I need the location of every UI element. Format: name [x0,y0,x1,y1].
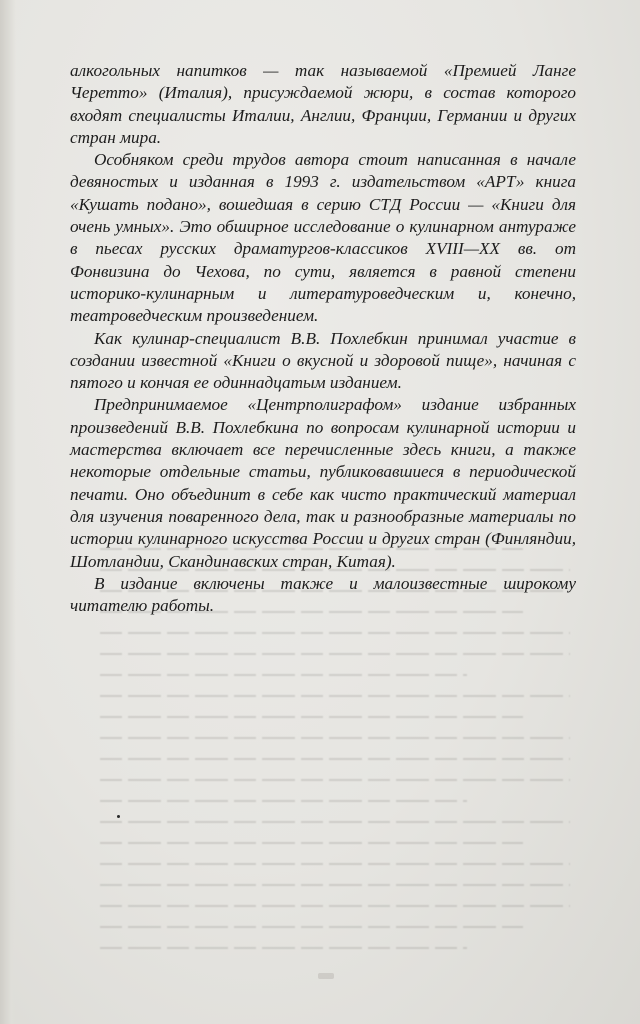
paragraph-3: Как кулинар-специалист В.В. Похлебкин принимал участие в создании известной «Книги о вкусной и здоровой пище», начиная с пятого и кончая ее одиннадцатым изданием. [70,328,576,393]
paragraph-1: алкогольных напитков — так называемой «Премией Ланге Черетто» (Италия), присуждаемой жюри, в состав которого входят специалисты Италии, Англии, Франции, Германии и других стран мира. [70,61,576,147]
paragraph-4: Предпринимаемое «Центрполиграфом» издание избранных произведений В.В. Похлебкина по вопросам кулинарной истории и мастерства включает все перечисленные здесь книги, а также некоторые отдельные статьи, публиковавшиеся в периодической печати. Оно объединит в себе как чисто практический материал для изучения поваренного дела, так и разнообразные материалы по истории кулинарного искусства России и других стран (Финляндии, Шотландии, Скандинавских стран, Китая). [70,395,576,571]
paragraph-5: В издание включены также и малоизвестные широкому читателю работы. [70,573,576,616]
bleed-through-page-number [318,973,334,979]
page-binding-edge [0,0,16,1024]
paragraph-2: Особняком среди трудов автора стоит написанная в начале девяностых и изданная в 1993 г. издательством «АРТ» книга «Кушать подано», вошедшая в серию СТД России — «Книги для очень умных». Это обширное исследование о кулинарном антураже в пьесах русских драматургов-классиков XVIII—XX вв. от Фонвизина до Чехова, по сути, является в равной степени историко-кулинарным и литературоведческим и, конечно, театроведческим произведением. [70,150,576,326]
bleed-through-text [100,548,570,968]
main-text-block [70,60,576,617]
ink-speck [117,815,120,818]
